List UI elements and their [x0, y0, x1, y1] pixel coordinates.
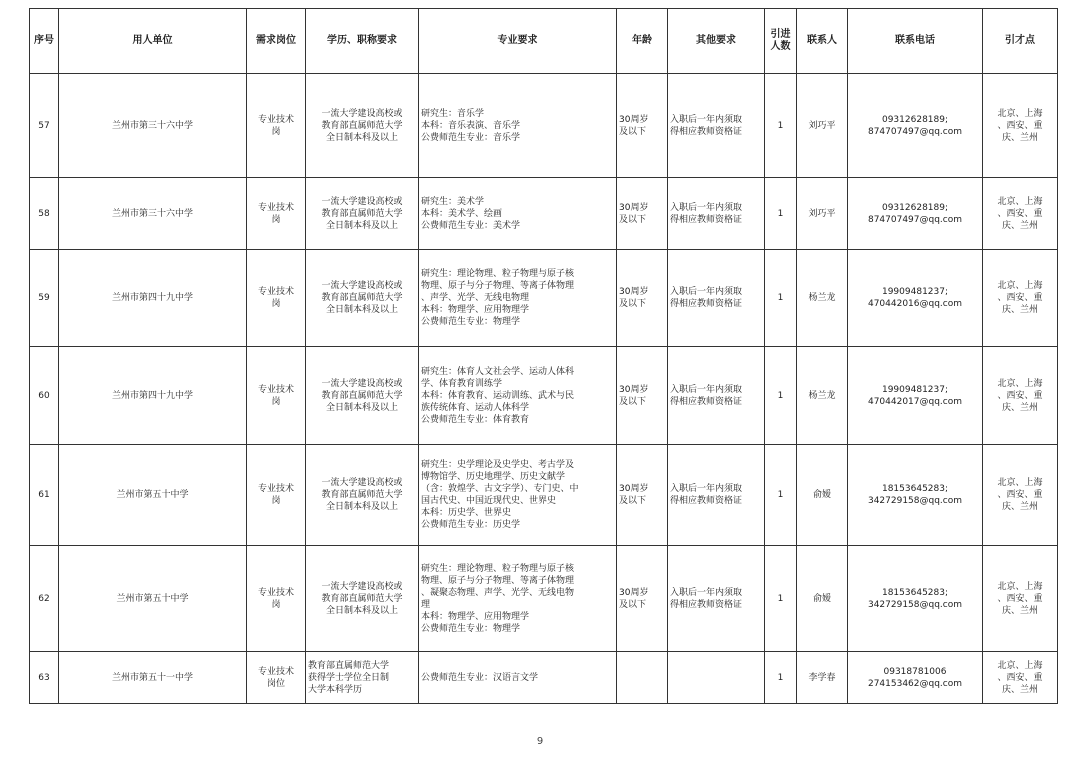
header-place: 引才点 [983, 9, 1058, 74]
row-edu: 一流大学建设高校或 教育部直属师范大学 全日制本科及以上 [306, 74, 419, 178]
row-place: 北京、上海 、西安、重 庆、兰州 [983, 74, 1058, 178]
row-age: 30周岁 及以下 [617, 445, 668, 546]
row-phone: 18153645283; 342729158@qq.com [848, 445, 983, 546]
row-contact: 刘巧平 [797, 74, 848, 178]
row-phone: 09312628189; 874707497@qq.com [848, 74, 983, 178]
row-phone: 09318781006 274153462@qq.com [848, 652, 983, 704]
row-place: 北京、上海 、西安、重 庆、兰州 [983, 546, 1058, 652]
row-no: 57 [30, 74, 59, 178]
row-count: 1 [765, 652, 797, 704]
row-other [668, 652, 765, 704]
row-count: 1 [765, 445, 797, 546]
row-unit: 兰州市第五十一中学 [59, 652, 247, 704]
recruitment-table [29, 8, 1058, 704]
row-count: 1 [765, 74, 797, 178]
header-major: 专业要求 [419, 9, 617, 74]
row-other: 入职后一年内须取 得相应教师资格证 [668, 445, 765, 546]
row-post: 专业技术 岗 [247, 445, 306, 546]
header-other: 其他要求 [668, 9, 765, 74]
row-unit: 兰州市第四十九中学 [59, 347, 247, 445]
page-number: 9 [536, 736, 544, 747]
row-place: 北京、上海 、西安、重 庆、兰州 [983, 347, 1058, 445]
row-age: 30周岁 及以下 [617, 347, 668, 445]
row-place: 北京、上海 、西安、重 庆、兰州 [983, 178, 1058, 250]
row-unit: 兰州市第五十中学 [59, 445, 247, 546]
row-unit: 兰州市第五十中学 [59, 546, 247, 652]
row-unit: 兰州市第三十六中学 [59, 178, 247, 250]
header-contact: 联系人 [797, 9, 848, 74]
table-row [30, 445, 1058, 546]
row-phone: 19909481237; 470442016@qq.com [848, 250, 983, 347]
table-row [30, 652, 1058, 704]
row-major: 研究生：美术学 本科：美术学、绘画 公费师范生专业：美术学 [419, 178, 617, 250]
row-unit: 兰州市第三十六中学 [59, 74, 247, 178]
header-edu: 学历、职称要求 [306, 9, 419, 74]
row-major: 研究生：理论物理、粒子物理与原子核 物理、原子与分子物理、等离子体物理 、声学、光学、无线电物理 本科：物理学、应用物理学 公费师范生专业：物理学 [419, 250, 617, 347]
row-edu: 一流大学建设高校或 教育部直属师范大学 全日制本科及以上 [306, 178, 419, 250]
row-no: 60 [30, 347, 59, 445]
row-other: 入职后一年内须取 得相应教师资格证 [668, 347, 765, 445]
row-contact: 李学春 [797, 652, 848, 704]
table-row [30, 250, 1058, 347]
row-phone: 18153645283; 342729158@qq.com [848, 546, 983, 652]
row-count: 1 [765, 178, 797, 250]
row-age: 30周岁 及以下 [617, 546, 668, 652]
row-post: 专业技术 岗 [247, 546, 306, 652]
row-post: 专业技术 岗 [247, 347, 306, 445]
header-post: 需求岗位 [247, 9, 306, 74]
row-edu: 教育部直属师范大学 获得学士学位全日制 大学本科学历 [306, 652, 419, 704]
row-place: 北京、上海 、西安、重 庆、兰州 [983, 652, 1058, 704]
row-other: 入职后一年内须取 得相应教师资格证 [668, 178, 765, 250]
row-contact: 杨兰龙 [797, 250, 848, 347]
row-major: 公费师范生专业：汉语言文学 [419, 652, 617, 704]
header-row [30, 9, 1058, 74]
row-phone: 19909481237; 470442017@qq.com [848, 347, 983, 445]
row-contact: 杨兰龙 [797, 347, 848, 445]
header-count: 引进 人数 [765, 9, 797, 74]
row-age [617, 652, 668, 704]
header-phone: 联系电话 [848, 9, 983, 74]
row-place: 北京、上海 、西安、重 庆、兰州 [983, 250, 1058, 347]
row-count: 1 [765, 250, 797, 347]
row-contact: 刘巧平 [797, 178, 848, 250]
row-count: 1 [765, 546, 797, 652]
table-row [30, 347, 1058, 445]
row-no: 58 [30, 178, 59, 250]
row-post: 专业技术 岗 [247, 250, 306, 347]
row-age: 30周岁 及以下 [617, 250, 668, 347]
header-no: 序号 [30, 9, 59, 74]
row-no: 63 [30, 652, 59, 704]
row-post: 专业技术 岗 [247, 178, 306, 250]
row-major: 研究生：理论物理、粒子物理与原子核 物理、原子与分子物理、等离子体物理 、凝聚态物理、声学、光学、无线电物 理 本科：物理学、应用物理学 公费师范生专业：物理学 [419, 546, 617, 652]
row-edu: 一流大学建设高校或 教育部直属师范大学 全日制本科及以上 [306, 250, 419, 347]
table-row [30, 74, 1058, 178]
row-other: 入职后一年内须取 得相应教师资格证 [668, 546, 765, 652]
row-edu: 一流大学建设高校或 教育部直属师范大学 全日制本科及以上 [306, 546, 419, 652]
row-post: 专业技术 岗位 [247, 652, 306, 704]
row-major: 研究生：音乐学 本科：音乐表演、音乐学 公费师范生专业：音乐学 [419, 74, 617, 178]
table-row [30, 546, 1058, 652]
row-major: 研究生：体育人文社会学、运动人体科 学、体育教育训练学 本科：体育教育、运动训练、武术与民 族传统体育、运动人体科学 公费师范生专业：体育教育 [419, 347, 617, 445]
row-post: 专业技术 岗 [247, 74, 306, 178]
row-no: 59 [30, 250, 59, 347]
row-contact: 俞嫒 [797, 445, 848, 546]
row-major: 研究生：史学理论及史学史、考古学及 博物馆学、历史地理学、历史文献学 （含：敦煌学、古文字学）、专门史、中 国古代史、中国近现代史、世界史 本科：历史学、世界史 公费师范生专业：历史学 [419, 445, 617, 546]
row-other: 入职后一年内须取 得相应教师资格证 [668, 74, 765, 178]
row-no: 61 [30, 445, 59, 546]
row-edu: 一流大学建设高校或 教育部直属师范大学 全日制本科及以上 [306, 347, 419, 445]
row-contact: 俞嫒 [797, 546, 848, 652]
row-phone: 09312628189; 874707497@qq.com [848, 178, 983, 250]
row-edu: 一流大学建设高校或 教育部直属师范大学 全日制本科及以上 [306, 445, 419, 546]
row-other: 入职后一年内须取 得相应教师资格证 [668, 250, 765, 347]
header-age: 年龄 [617, 9, 668, 74]
row-place: 北京、上海 、西安、重 庆、兰州 [983, 445, 1058, 546]
row-age: 30周岁 及以下 [617, 178, 668, 250]
row-count: 1 [765, 347, 797, 445]
header-unit: 用人单位 [59, 9, 247, 74]
row-unit: 兰州市第四十九中学 [59, 250, 247, 347]
row-age: 30周岁 及以下 [617, 74, 668, 178]
table-row [30, 178, 1058, 250]
row-no: 62 [30, 546, 59, 652]
